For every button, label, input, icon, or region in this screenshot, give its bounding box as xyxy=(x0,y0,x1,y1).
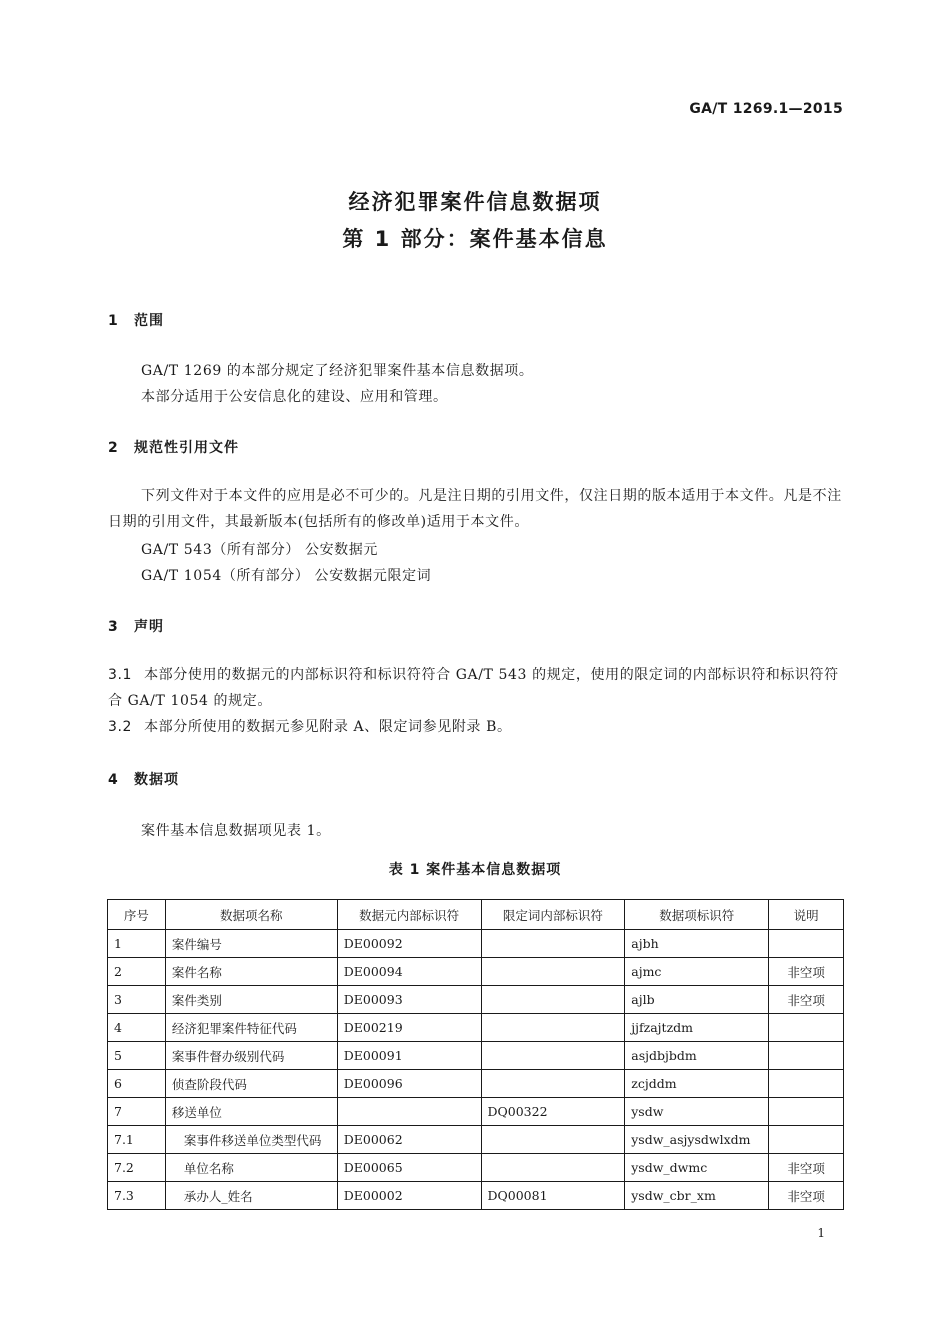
table-cell xyxy=(769,1126,844,1154)
column-header: 序号 xyxy=(108,900,166,930)
table-cell: zcjddm xyxy=(625,1070,769,1098)
table-cell: DE00002 xyxy=(337,1182,481,1210)
clause-3-2 xyxy=(108,714,844,740)
table-cell: 承办人_姓名 xyxy=(165,1182,337,1210)
table-row xyxy=(108,986,844,1014)
paragraph: GA/T 1269 的本部分规定了经济犯罪案件基本信息数据项。 xyxy=(141,363,534,379)
table-row xyxy=(108,930,844,958)
table-row xyxy=(108,1154,844,1182)
table-caption: 表 1 案件基本信息数据项 xyxy=(388,862,562,878)
section-title: 范围 xyxy=(134,313,164,329)
table-cell xyxy=(481,958,625,986)
section-title: 数据项 xyxy=(134,772,179,788)
table-cell xyxy=(769,1042,844,1070)
table-cell: 7.1 xyxy=(108,1126,166,1154)
table-row xyxy=(108,1042,844,1070)
table-cell xyxy=(481,1154,625,1182)
table-cell xyxy=(481,1126,625,1154)
table-cell: DE00091 xyxy=(337,1042,481,1070)
column-header: 说明 xyxy=(769,900,844,930)
page-number: 1 xyxy=(817,1226,825,1240)
section-title: 声明 xyxy=(134,619,164,635)
column-header: 限定词内部标识符 xyxy=(481,900,625,930)
reference-item: GA/T 543（所有部分） 公安数据元 xyxy=(141,542,378,558)
section-heading-statement xyxy=(108,616,164,636)
table-cell: 移送单位 xyxy=(165,1098,337,1126)
table-cell xyxy=(481,930,625,958)
table-cell: ajlb xyxy=(625,986,769,1014)
table-cell: 非空项 xyxy=(769,1154,844,1182)
table-cell: DQ00322 xyxy=(481,1098,625,1126)
table-cell: DE00094 xyxy=(337,958,481,986)
table-cell: 7.3 xyxy=(108,1182,166,1210)
table-cell: asjdbjbdm xyxy=(625,1042,769,1070)
reference-item: GA/T 1054（所有部分） 公安数据元限定词 xyxy=(141,568,432,584)
table-cell xyxy=(481,1014,625,1042)
table-cell: DE00092 xyxy=(337,930,481,958)
paragraph: 下列文件对于本文件的应用是必不可少的。凡是注日期的引用文件，仅注日期的版本适用于本文件。凡是不注日期的引用文件，其最新版本(包括所有的修改单)适用于本文件。 xyxy=(108,488,842,530)
table-cell: 非空项 xyxy=(769,958,844,986)
table-cell: 5 xyxy=(108,1042,166,1070)
table-cell: DE00065 xyxy=(337,1154,481,1182)
table-cell: 7 xyxy=(108,1098,166,1126)
clause-text: 本部分使用的数据元的内部标识符和标识符符合 GA/T 543 的规定，使用的限定词的内部标识符和标识符符合 GA/T 1054 的规定。 xyxy=(108,667,839,709)
table-cell: 6 xyxy=(108,1070,166,1098)
table-cell xyxy=(481,1070,625,1098)
section-number: 1 xyxy=(108,313,119,329)
table-cell: 7.2 xyxy=(108,1154,166,1182)
section-number: 2 xyxy=(108,440,119,456)
table-cell: 案件名称 xyxy=(165,958,337,986)
table-cell: 非空项 xyxy=(769,1182,844,1210)
table-cell xyxy=(481,1042,625,1070)
table-cell: 案事件督办级别代码 xyxy=(165,1042,337,1070)
clause-3-1 xyxy=(108,662,844,714)
clause-number: 3.1 xyxy=(108,667,133,683)
table-cell: 案事件移送单位类型代码 xyxy=(165,1126,337,1154)
table-row xyxy=(108,958,844,986)
table-cell: 1 xyxy=(108,930,166,958)
column-header: 数据项标识符 xyxy=(625,900,769,930)
column-header: 数据项名称 xyxy=(165,900,337,930)
table-cell: ysdw_asjysdwlxdm xyxy=(625,1126,769,1154)
table-row xyxy=(108,1070,844,1098)
section-number: 4 xyxy=(108,772,119,788)
section-title: 规范性引用文件 xyxy=(134,440,239,456)
document-subtitle: 第 1 部分：案件基本信息 xyxy=(342,227,608,251)
table-cell: 4 xyxy=(108,1014,166,1042)
table-cell: 非空项 xyxy=(769,986,844,1014)
table-cell xyxy=(769,930,844,958)
table-cell xyxy=(769,1014,844,1042)
table-cell: DE00062 xyxy=(337,1126,481,1154)
table-cell: jjfzajtzdm xyxy=(625,1014,769,1042)
table-cell: DQ00081 xyxy=(481,1182,625,1210)
section-heading-data-items xyxy=(108,769,179,789)
table-cell: ajbh xyxy=(625,930,769,958)
paragraph: 案件基本信息数据项见表 1。 xyxy=(141,823,331,839)
table-cell xyxy=(769,1098,844,1126)
table-cell xyxy=(481,986,625,1014)
table-cell: ysdw_cbr_xm xyxy=(625,1182,769,1210)
table-cell: DE00219 xyxy=(337,1014,481,1042)
table-cell: ysdw_dwmc xyxy=(625,1154,769,1182)
table-cell: ajmc xyxy=(625,958,769,986)
table-cell: 案件类别 xyxy=(165,986,337,1014)
clause-text: 本部分所使用的数据元参见附录 A、限定词参见附录 B。 xyxy=(144,719,512,735)
table-cell: DE00093 xyxy=(337,986,481,1014)
data-items-table xyxy=(107,899,844,1210)
table-row xyxy=(108,1098,844,1126)
table-cell: 3 xyxy=(108,986,166,1014)
section-number: 3 xyxy=(108,619,119,635)
table-cell xyxy=(769,1070,844,1098)
standard-code: GA/T 1269.1—2015 xyxy=(689,101,843,117)
section-heading-scope xyxy=(108,310,164,330)
table-cell: 单位名称 xyxy=(165,1154,337,1182)
table-cell xyxy=(337,1098,481,1126)
table-cell: ysdw xyxy=(625,1098,769,1126)
table-cell: DE00096 xyxy=(337,1070,481,1098)
table-cell: 2 xyxy=(108,958,166,986)
table-row xyxy=(108,1182,844,1210)
table-cell: 案件编号 xyxy=(165,930,337,958)
document-title: 经济犯罪案件信息数据项 xyxy=(348,190,602,214)
table-row xyxy=(108,1126,844,1154)
table-cell: 侦查阶段代码 xyxy=(165,1070,337,1098)
section-heading-normative-references xyxy=(108,437,239,457)
table-row xyxy=(108,1014,844,1042)
clause-number: 3.2 xyxy=(108,719,133,735)
column-header: 数据元内部标识符 xyxy=(337,900,481,930)
paragraph: 本部分适用于公安信息化的建设、应用和管理。 xyxy=(141,389,448,405)
table-header-row xyxy=(108,900,844,930)
table-cell: 经济犯罪案件特征代码 xyxy=(165,1014,337,1042)
